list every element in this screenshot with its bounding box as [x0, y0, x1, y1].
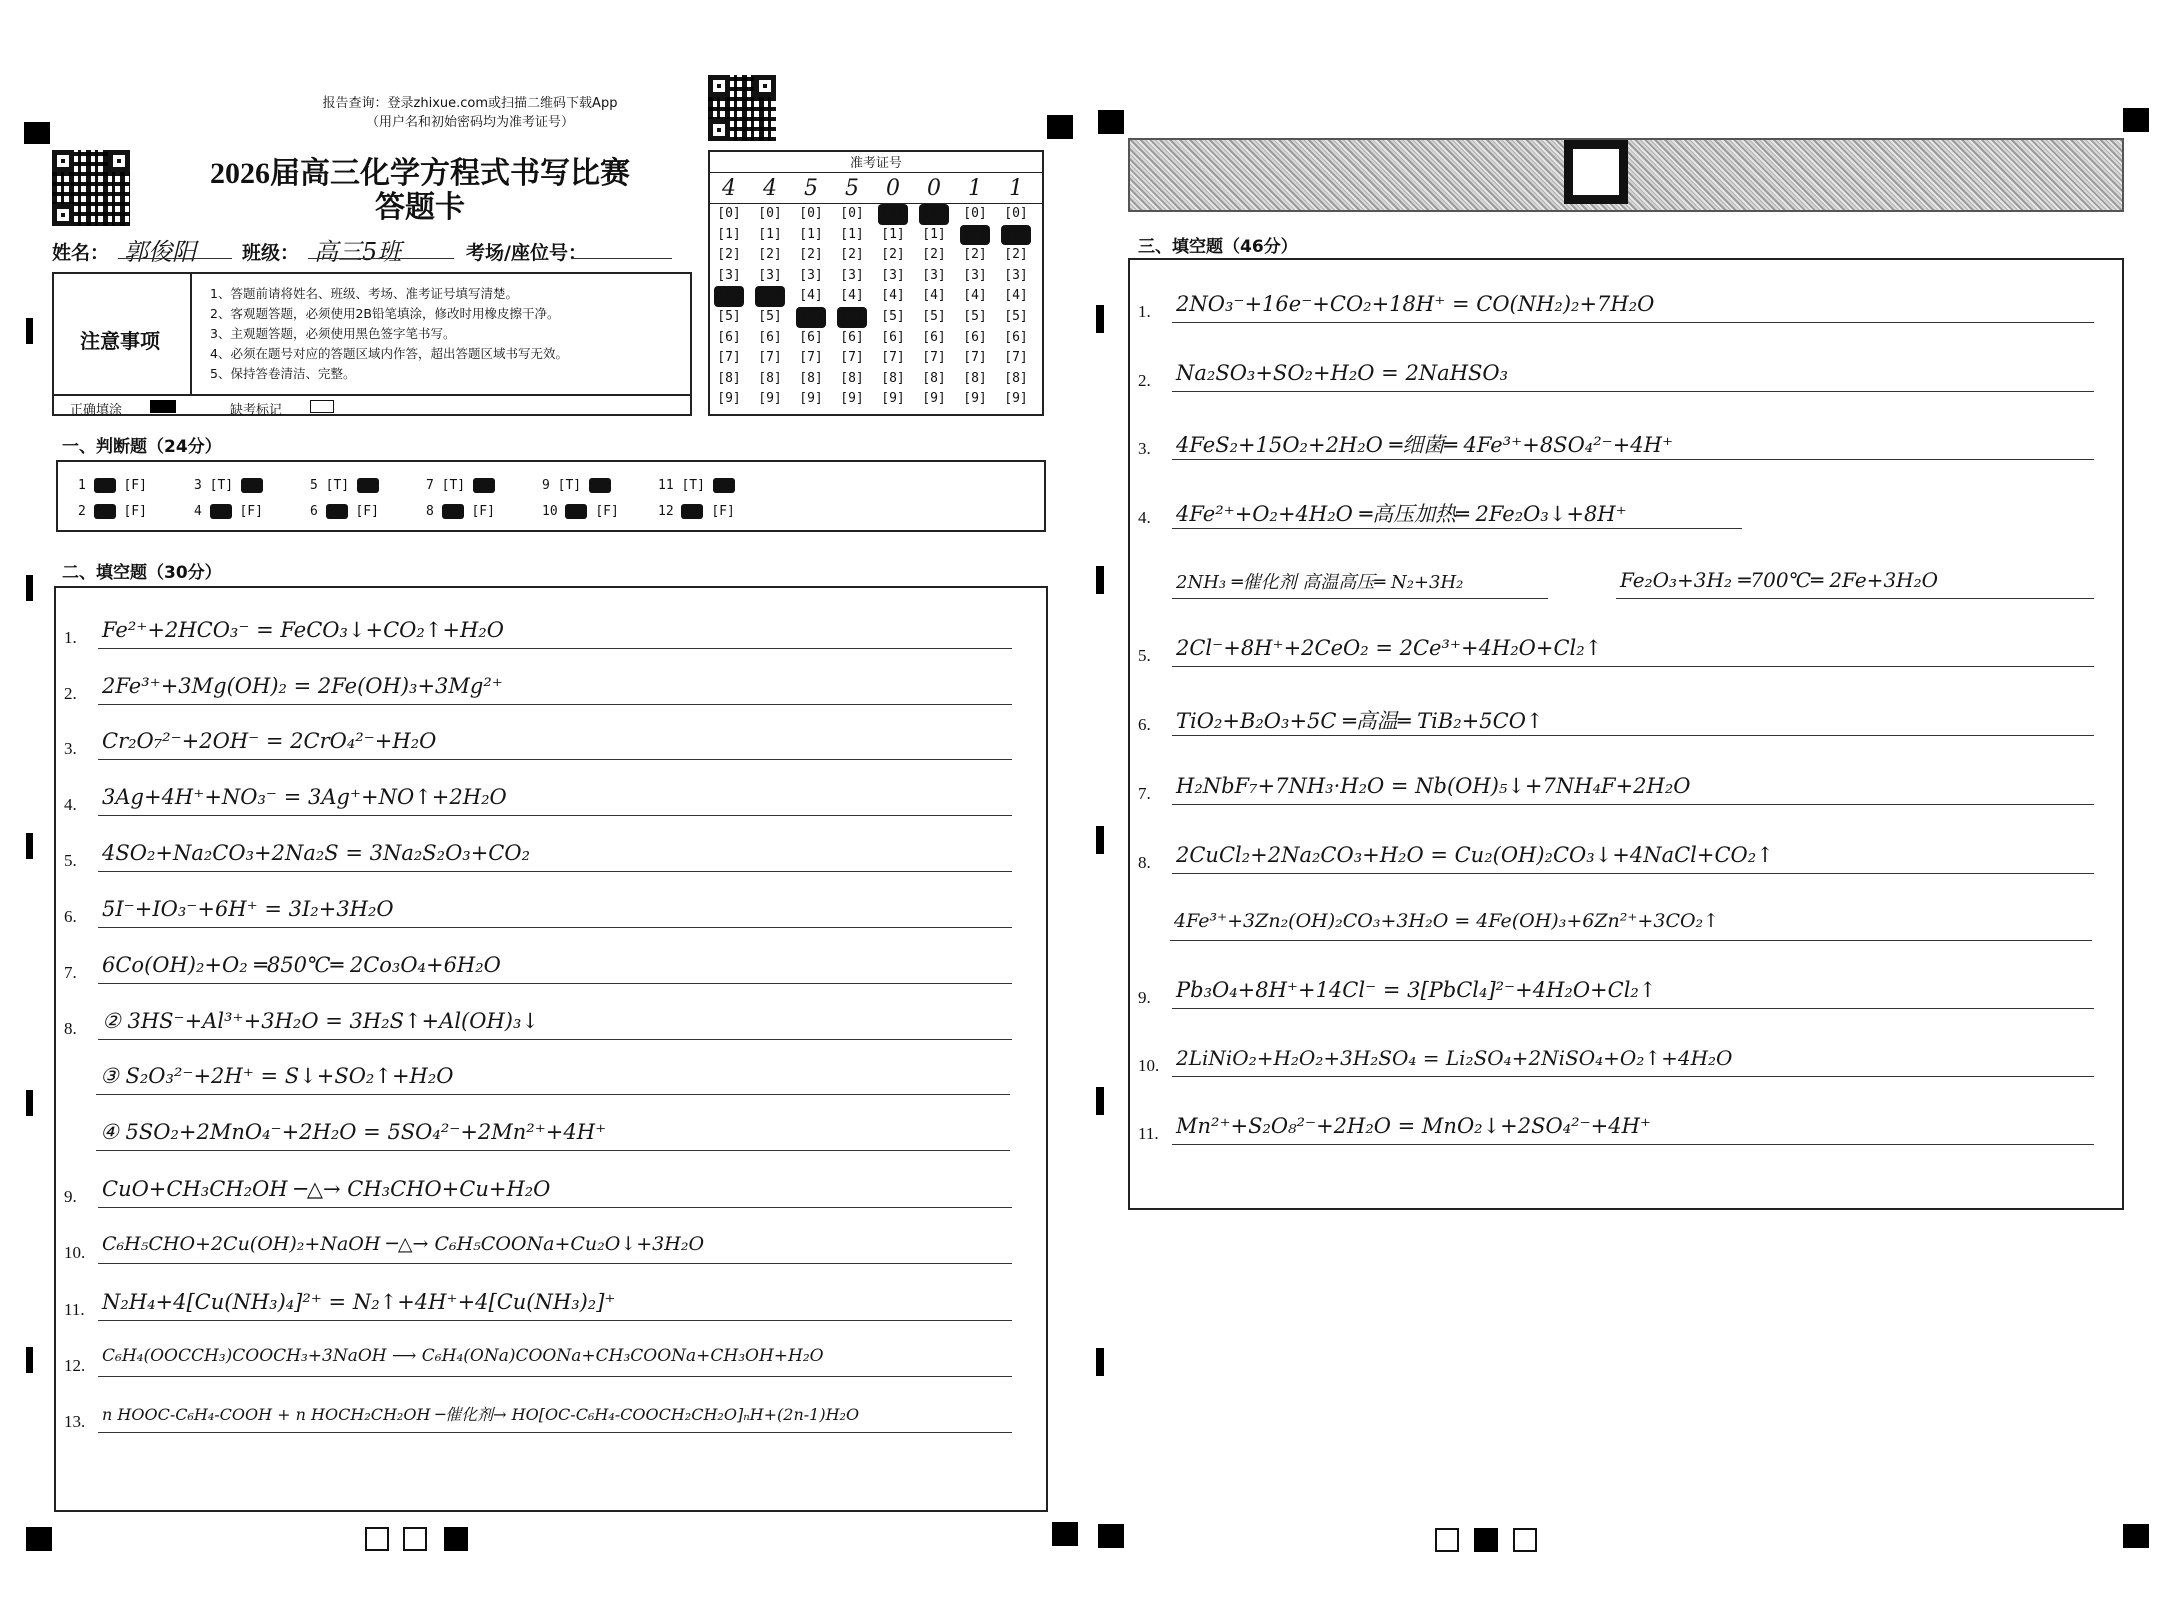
qr-code-icon — [708, 75, 776, 141]
answer-line[interactable] — [1172, 322, 2094, 323]
page-box — [365, 1527, 389, 1551]
exam-id-bubble[interactable]: [3] — [717, 267, 741, 283]
answer-line[interactable] — [1172, 459, 2094, 460]
true-false-item[interactable] — [658, 478, 735, 493]
registration-mark — [1098, 110, 1124, 134]
exam-id-column — [919, 176, 949, 410]
true-bubble[interactable]: [T] — [209, 478, 241, 493]
exam-id-bubble[interactable]: [5] — [922, 308, 946, 324]
answer-text: Na₂SO₃+SO₂+H₂O = 2NaHSO₃ — [1176, 361, 1509, 385]
answer-number: 11. — [64, 1300, 85, 1319]
answer-text: CuO+CH₃CH₂OH ─△→ CH₃CHO+Cu+H₂O — [102, 1177, 551, 1201]
exam-id-bubble[interactable]: [4] — [840, 288, 864, 304]
answer-line[interactable] — [96, 1094, 1010, 1095]
answer-number: 11. — [1138, 1124, 1159, 1143]
answer-text: C₆H₅CHO+2Cu(OH)₂+NaOH ─△→ C₆H₅COONa+Cu₂O↓+3H₂O — [102, 1233, 705, 1255]
notice-list — [210, 284, 568, 384]
exam-id-digit: 4 — [763, 176, 777, 201]
exam-id-bubble[interactable]: [1] — [840, 226, 864, 242]
answer-number: 8. — [1138, 853, 1151, 872]
item-number: 2 — [78, 504, 94, 519]
section2-title: 二、填空题（30分） — [62, 563, 222, 583]
exam-id-bubble[interactable]: [3] — [799, 267, 823, 283]
registration-mark — [2123, 108, 2149, 132]
exam-id-bubble[interactable]: [0] — [799, 206, 823, 221]
true-bubble[interactable] — [681, 504, 703, 519]
exam-id-bubble[interactable]: [8] — [840, 370, 864, 386]
answer-number: 2. — [1138, 371, 1151, 390]
true-false-item[interactable] — [310, 478, 379, 493]
exam-id-bubble[interactable]: [9] — [922, 391, 946, 407]
exam-id-bubble[interactable]: [9] — [758, 391, 782, 407]
answer-line[interactable] — [1170, 940, 2092, 941]
true-bubble[interactable] — [442, 504, 464, 519]
timing-mark — [26, 1347, 33, 1373]
exam-id-bubble[interactable]: [3] — [963, 267, 987, 283]
exam-id-bubble[interactable]: [7] — [717, 350, 741, 366]
exam-id-bubble[interactable]: [9] — [881, 391, 905, 407]
false-bubble[interactable] — [589, 478, 611, 493]
answer-text: ④ 5SO₂+2MnO₄⁻+2H₂O = 5SO₄²⁻+2Mn²⁺+4H⁺ — [100, 1120, 607, 1144]
exam-id-bubble[interactable]: [4] — [963, 288, 987, 304]
true-bubble[interactable] — [210, 504, 232, 519]
answer-text: 4Fe²⁺+O₂+4H₂O ═高压加热═ 2Fe₂O₃↓+8H⁺ — [1176, 502, 1627, 526]
exam-id-column — [960, 176, 990, 410]
registration-mark — [1098, 1524, 1124, 1548]
item-number: 7 — [426, 478, 442, 493]
exam-id-bubble[interactable]: [5] — [1004, 308, 1028, 324]
answer-number: 6. — [64, 907, 77, 926]
answer-number: 2. — [64, 684, 77, 703]
exam-id-bubble[interactable]: [5] — [837, 307, 867, 328]
exam-id-bubble[interactable]: [6] — [758, 329, 782, 345]
false-bubble[interactable]: [F] — [595, 504, 619, 519]
answer-line[interactable] — [98, 648, 1012, 649]
exam-id-bubble[interactable]: [1] — [758, 226, 782, 242]
exam-id-digit: 4 — [722, 176, 736, 201]
item-number: 1 — [78, 478, 94, 493]
exam-id-digit: 0 — [886, 176, 900, 201]
true-bubble[interactable] — [94, 478, 116, 493]
exam-id-bubble[interactable]: [2] — [717, 247, 741, 263]
answer-text: n HOOC-C₆H₄-COOH + n HOCH₂CH₂OH ─催化剂→ HO[OC-C₆H₄-COOCH₂CH₂O]ₙH+(2n-1)H₂O — [102, 1405, 860, 1424]
registration-mark — [26, 1527, 52, 1551]
false-bubble[interactable] — [473, 478, 495, 493]
exam-id-bubble[interactable]: [2] — [1004, 247, 1028, 263]
timing-mark — [1096, 305, 1104, 333]
timing-mark — [1096, 1087, 1104, 1115]
exam-id-bubble[interactable]: [0] — [717, 206, 741, 221]
answer-line[interactable] — [1172, 598, 1548, 599]
answer-number: 10. — [1138, 1056, 1160, 1075]
timing-mark — [26, 1090, 33, 1116]
exam-id-bubble[interactable]: [1] — [1001, 225, 1031, 246]
item-number: 12 — [658, 504, 682, 519]
answer-number: 10. — [64, 1243, 86, 1262]
section3-title: 三、填空题（46分） — [1138, 237, 1298, 257]
true-false-item[interactable] — [310, 504, 379, 519]
seat-underline — [572, 258, 672, 259]
page-box — [1513, 1528, 1537, 1552]
item-number: 11 — [658, 478, 682, 493]
page-box — [403, 1527, 427, 1551]
answer-number: 3. — [1138, 439, 1151, 458]
exam-id-bubble[interactable]: [7] — [799, 350, 823, 366]
exam-id-bubble[interactable]: [9] — [840, 391, 864, 407]
answer-text: 2Fe³⁺+3Mg(OH)₂ = 2Fe(OH)₃+3Mg²⁺ — [102, 674, 503, 698]
absent-mark-label: 缺考标记 — [230, 403, 283, 418]
answer-text: Pb₃O₄+8H⁺+14Cl⁻ = 3[PbCl₄]²⁻+4H₂O+Cl₂↑ — [1176, 978, 1657, 1002]
false-bubble[interactable] — [241, 478, 263, 493]
answer-text: 3Ag+4H⁺+NO₃⁻ = 3Ag⁺+NO↑+2H₂O — [102, 785, 507, 809]
answer-line[interactable] — [1616, 598, 2094, 599]
answer-line[interactable] — [1172, 873, 2094, 874]
name-label: 姓名： — [52, 242, 110, 264]
true-bubble[interactable]: [T] — [557, 478, 589, 493]
exam-id-bubble[interactable]: [6] — [881, 329, 905, 345]
answer-text: ② 3HS⁻+Al³⁺+3H₂O = 3H₂S↑+Al(OH)₃↓ — [102, 1009, 539, 1033]
timing-mark — [1096, 826, 1104, 854]
seat-label: 考场/座位号： — [466, 242, 587, 264]
registration-mark — [1047, 115, 1073, 139]
exam-id-bubble[interactable]: [8] — [881, 370, 905, 386]
exam-id-bubble[interactable]: [8] — [799, 370, 823, 386]
true-bubble[interactable] — [565, 504, 587, 519]
answer-line[interactable] — [98, 704, 1012, 705]
answer-number: 9. — [1138, 988, 1151, 1007]
true-false-item[interactable] — [542, 504, 619, 519]
exam-id-bubble[interactable]: [0] — [1004, 206, 1028, 221]
answer-line[interactable] — [98, 871, 1012, 872]
notice-item: 3、主观题答题，必须使用黑色签字笔书写。 — [210, 326, 456, 341]
exam-id-bubble[interactable]: [5] — [963, 308, 987, 324]
true-false-item[interactable] — [426, 478, 495, 493]
exam-id-bubble[interactable]: [4] — [881, 288, 905, 304]
answer-number: 3. — [64, 739, 77, 758]
answer-text: 6Co(OH)₂+O₂ ═850℃═ 2Co₃O₄+6H₂O — [102, 953, 501, 977]
exam-id-bubble[interactable]: [1] — [922, 226, 946, 242]
sheet-title: 2026届高三化学方程式书写比赛 — [210, 157, 630, 190]
notice-label: 注意事项 — [80, 329, 160, 353]
true-bubble[interactable]: [T] — [325, 478, 357, 493]
false-bubble[interactable]: [F] — [123, 478, 147, 493]
answer-text: 4FeS₂+15O₂+2H₂O ═细菌═ 4Fe³⁺+8SO₄²⁻+4H⁺ — [1176, 433, 1674, 457]
answer-number: 1. — [64, 628, 77, 647]
answer-line[interactable] — [1172, 391, 2094, 392]
exam-id-bubble[interactable]: [3] — [922, 267, 946, 283]
answer-line[interactable] — [98, 927, 1012, 928]
exam-id-bubble[interactable]: [0] — [840, 206, 864, 221]
true-false-item[interactable] — [658, 504, 735, 519]
answer-text: 5I⁻+IO₃⁻+6H⁺ = 3I₂+3H₂O — [102, 897, 394, 921]
answer-line[interactable] — [1172, 528, 1742, 529]
answer-line[interactable] — [1172, 1008, 2094, 1009]
notice-item: 1、答题前请将姓名、班级、考场、准考证号填写清楚。 — [210, 286, 518, 301]
answer-number: 7. — [1138, 784, 1151, 803]
page-box-filled — [1474, 1528, 1498, 1552]
item-number: 10 — [542, 504, 566, 519]
exam-id-bubble[interactable]: [6] — [963, 329, 987, 345]
exam-id-digit: 0 — [927, 176, 941, 201]
answer-line[interactable] — [1172, 735, 2094, 736]
exam-id-column — [837, 176, 867, 410]
answer-line[interactable] — [98, 1263, 1012, 1264]
qr-code-icon — [52, 150, 130, 226]
notice-item: 4、必须在题号对应的答题区域内作答，超出答题区域书写无效。 — [210, 346, 568, 361]
exam-id-digit: 5 — [845, 176, 859, 201]
true-false-item[interactable] — [78, 478, 147, 493]
page-box — [1435, 1528, 1459, 1552]
registration-mark — [24, 122, 50, 144]
exam-id-bubble[interactable]: [7] — [881, 350, 905, 366]
exam-id-bubble[interactable]: [2] — [840, 247, 864, 263]
true-bubble[interactable] — [326, 504, 348, 519]
answer-line[interactable] — [98, 815, 1012, 816]
answer-number: 4. — [1138, 508, 1151, 527]
exam-id-bubble[interactable]: [1] — [717, 226, 741, 242]
timing-mark — [1096, 566, 1104, 594]
item-number: 9 — [542, 478, 558, 493]
notice-item: 5、保持答卷清洁、完整。 — [210, 366, 356, 381]
answer-number: 12. — [64, 1356, 86, 1375]
true-false-item[interactable] — [426, 504, 495, 519]
registration-mark — [1052, 1522, 1078, 1546]
registration-mark — [2123, 1524, 2149, 1548]
answer-number: 7. — [64, 963, 77, 982]
exam-id-header-rule — [708, 172, 1044, 173]
false-bubble[interactable]: [F] — [711, 504, 735, 519]
exam-id-bubble[interactable]: [7] — [758, 350, 782, 366]
exam-id-bubble[interactable]: [8] — [758, 370, 782, 386]
exam-id-bubble[interactable]: [7] — [1004, 350, 1028, 366]
true-false-item[interactable] — [194, 504, 263, 519]
answer-number: 1. — [1138, 302, 1151, 321]
timing-mark — [26, 318, 33, 344]
exam-id-bubble[interactable]: [8] — [1004, 370, 1028, 386]
exam-id-bubble[interactable]: [5] — [881, 308, 905, 324]
correct-fill-label: 正确填涂 — [70, 403, 123, 418]
exam-id-bubble[interactable]: [8] — [717, 370, 741, 386]
true-false-item[interactable] — [194, 478, 263, 493]
exam-id-bubble[interactable]: [2] — [922, 247, 946, 263]
exam-id-digit: 1 — [1009, 176, 1023, 201]
exam-id-bubble[interactable]: [7] — [963, 350, 987, 366]
name-underline — [118, 258, 232, 259]
exam-id-bubble[interactable]: [4] — [755, 286, 785, 307]
exam-id-column — [714, 176, 744, 410]
true-false-item[interactable] — [78, 504, 147, 519]
false-bubble[interactable]: [F] — [239, 504, 263, 519]
answer-text: 2NH₃ ═催化剂 高温高压═ N₂+3H₂ — [1176, 572, 1464, 593]
exam-id-bubble[interactable]: [2] — [881, 247, 905, 263]
answer-text: Mn²⁺+S₂O₈²⁻+2H₂O = MnO₂↓+2SO₄²⁻+4H⁺ — [1176, 1114, 1652, 1138]
item-number: 6 — [310, 504, 326, 519]
exam-id-bubble[interactable]: [6] — [799, 329, 823, 345]
exam-id-bubble[interactable]: [9] — [963, 391, 987, 407]
true-false-box — [56, 460, 1046, 532]
answer-number: 5. — [1138, 646, 1151, 665]
true-false-item[interactable] — [542, 478, 611, 493]
false-bubble[interactable] — [713, 478, 735, 493]
answer-line[interactable] — [98, 1039, 1012, 1040]
sheet-subtitle: 答题卡 — [375, 191, 465, 224]
answer-number: 8. — [64, 1019, 77, 1038]
page-box-filled — [444, 1527, 468, 1551]
answer-line[interactable] — [98, 1207, 1012, 1208]
exam-id-bubble[interactable]: [9] — [1004, 391, 1028, 407]
item-number: 8 — [426, 504, 442, 519]
answer-number: 6. — [1138, 715, 1151, 734]
exam-id-digit: 5 — [804, 176, 818, 201]
answer-line[interactable] — [1172, 1076, 2094, 1077]
answer-text: Cr₂O₇²⁻+2OH⁻ = 2CrO₄²⁻+H₂O — [102, 729, 437, 753]
answer-text: 4Fe³⁺+3Zn₂(OH)₂CO₃+3H₂O = 4Fe(OH)₃+6Zn²⁺+3CO₂↑ — [1174, 910, 1720, 932]
true-bubble[interactable]: [T] — [441, 478, 473, 493]
answer-text: H₂NbF₇+7NH₃·H₂O = Nb(OH)₅↓+7NH₄F+2H₂O — [1176, 774, 1691, 798]
answer-line[interactable] — [1172, 1144, 2094, 1145]
exam-id-column — [755, 176, 785, 410]
report-note-sub: （用户名和初始密码均为准考证号） — [365, 115, 574, 130]
answer-text: C₆H₄(OOCCH₃)COOCH₃+3NaOH ⟶ C₆H₄(ONa)COONa+CH₃COONa+CH₃OH+H₂O — [102, 1346, 824, 1366]
exam-id-bubble[interactable]: [4] — [714, 286, 744, 307]
answer-text: 2LiNiO₂+H₂O₂+3H₂SO₄ = Li₂SO₄+2NiSO₄+O₂↑+4H₂O — [1176, 1046, 1733, 1070]
exam-id-bubble[interactable]: [3] — [881, 267, 905, 283]
exam-id-bubble[interactable]: [1] — [960, 225, 990, 246]
answer-number: 13. — [64, 1412, 86, 1431]
answer-number: 5. — [64, 851, 77, 870]
false-bubble[interactable] — [357, 478, 379, 493]
report-note: 报告查询：登录zhixue.com或扫描二维码下载App — [322, 96, 618, 111]
exam-id-digit: 1 — [968, 176, 982, 201]
answer-line[interactable] — [98, 1320, 1012, 1321]
exam-id-bubble[interactable]: [6] — [840, 329, 864, 345]
answer-text: N₂H₄+4[Cu(NH₃)₄]²⁺ = N₂↑+4H⁺+4[Cu(NH₃)₂]⁺ — [102, 1290, 616, 1314]
exam-id-bubble[interactable]: [6] — [922, 329, 946, 345]
exam-id-bubble[interactable]: [3] — [758, 267, 782, 283]
item-number: 3 — [194, 478, 210, 493]
timing-mark — [26, 833, 33, 859]
exam-id-bubble[interactable]: [0] — [919, 204, 949, 225]
answer-text: Fe²⁺+2HCO₃⁻ = FeCO₃↓+CO₂↑+H₂O — [102, 618, 504, 642]
exam-id-bubble[interactable]: [7] — [840, 350, 864, 366]
answer-line[interactable] — [98, 983, 1012, 984]
exam-id-bubble[interactable]: [4] — [799, 288, 823, 304]
notice-bottom-rule — [52, 394, 692, 396]
false-bubble[interactable]: [F] — [355, 504, 379, 519]
false-bubble[interactable]: [F] — [123, 504, 147, 519]
section1-title: 一、判断题（24分） — [62, 437, 222, 457]
answer-text: TiO₂+B₂O₃+5C ═高温═ TiB₂+5CO↑ — [1176, 709, 1544, 733]
timing-mark — [1096, 1348, 1104, 1376]
exam-id-bubble[interactable]: [6] — [1004, 329, 1028, 345]
answer-text: 2NO₃⁻+16e⁻+CO₂+18H⁺ = CO(NH₂)₂+7H₂O — [1176, 292, 1655, 316]
exam-id-label: 准考证号 — [849, 156, 902, 171]
exam-id-bubble[interactable]: [0] — [963, 206, 987, 221]
answer-text: 2Cl⁻+8H⁺+2CeO₂ = 2Ce³⁺+4H₂O+Cl₂↑ — [1176, 636, 1603, 660]
exam-id-column — [796, 176, 826, 410]
redacted-strip-square — [1564, 140, 1628, 204]
answer-text: 2CuCl₂+2Na₂CO₃+H₂O = Cu₂(OH)₂CO₃↓+4NaCl+CO₂↑ — [1176, 843, 1774, 867]
timing-mark — [26, 575, 33, 601]
answer-line[interactable] — [98, 1376, 1012, 1377]
answer-text: Fe₂O₃+3H₂ ═700℃═ 2Fe+3H₂O — [1620, 568, 1939, 592]
answer-number: 4. — [64, 795, 77, 814]
exam-id-bubble[interactable]: [8] — [963, 370, 987, 386]
false-bubble[interactable]: [F] — [471, 504, 495, 519]
answer-line[interactable] — [96, 1150, 1010, 1151]
exam-id-bubble[interactable]: [9] — [717, 391, 741, 407]
item-number: 5 — [310, 478, 326, 493]
exam-id-bubble[interactable]: [1] — [799, 226, 823, 242]
exam-id-bubble[interactable]: [3] — [1004, 267, 1028, 283]
answer-line[interactable] — [98, 759, 1012, 760]
exam-id-bubble[interactable]: [2] — [758, 247, 782, 263]
answer-text: ③ S₂O₃²⁻+2H⁺ = S↓+SO₂↑+H₂O — [100, 1064, 454, 1088]
section2-answer-box — [54, 586, 1048, 1512]
answer-line[interactable] — [1172, 804, 2094, 805]
true-bubble[interactable] — [94, 504, 116, 519]
exam-id-bubble[interactable]: [5] — [796, 307, 826, 328]
notice-divider — [190, 272, 192, 394]
exam-id-bubble[interactable]: [5] — [758, 308, 782, 324]
exam-id-bubble[interactable]: [2] — [963, 247, 987, 263]
item-number: 4 — [194, 504, 210, 519]
exam-id-bubble[interactable]: [2] — [799, 247, 823, 263]
exam-id-bubble[interactable]: [1] — [881, 226, 905, 242]
exam-id-bubble[interactable]: [4] — [922, 288, 946, 304]
exam-id-bubble[interactable]: [5] — [717, 308, 741, 324]
exam-id-bubble[interactable]: [0] — [758, 206, 782, 221]
class-value: 高三5班 — [314, 238, 402, 266]
exam-id-column — [878, 176, 908, 410]
correct-fill-sample — [150, 400, 176, 413]
answer-text: 4SO₂+Na₂CO₃+2Na₂S = 3Na₂S₂O₃+CO₂ — [102, 841, 531, 865]
class-underline — [308, 258, 454, 259]
exam-id-bubble[interactable]: [3] — [840, 267, 864, 283]
exam-id-column — [1001, 176, 1031, 410]
answer-number: 9. — [64, 1187, 77, 1206]
answer-line[interactable] — [98, 1432, 1012, 1433]
exam-id-bubble[interactable]: [6] — [717, 329, 741, 345]
absent-mark-box[interactable] — [310, 400, 334, 413]
exam-id-bubble[interactable]: [7] — [922, 350, 946, 366]
exam-id-bubble[interactable]: [4] — [1004, 288, 1028, 304]
name-value: 郭俊阳 — [124, 238, 196, 266]
notice-item: 2、客观题答题，必须使用2B铅笔填涂，修改时用橡皮擦干净。 — [210, 306, 560, 321]
class-label: 班级： — [242, 242, 300, 264]
exam-id-bubble[interactable]: [8] — [922, 370, 946, 386]
answer-line[interactable] — [1172, 666, 2094, 667]
true-bubble[interactable]: [T] — [681, 478, 713, 493]
exam-id-bubble[interactable]: [0] — [878, 204, 908, 225]
exam-id-bubble[interactable]: [9] — [799, 391, 823, 407]
